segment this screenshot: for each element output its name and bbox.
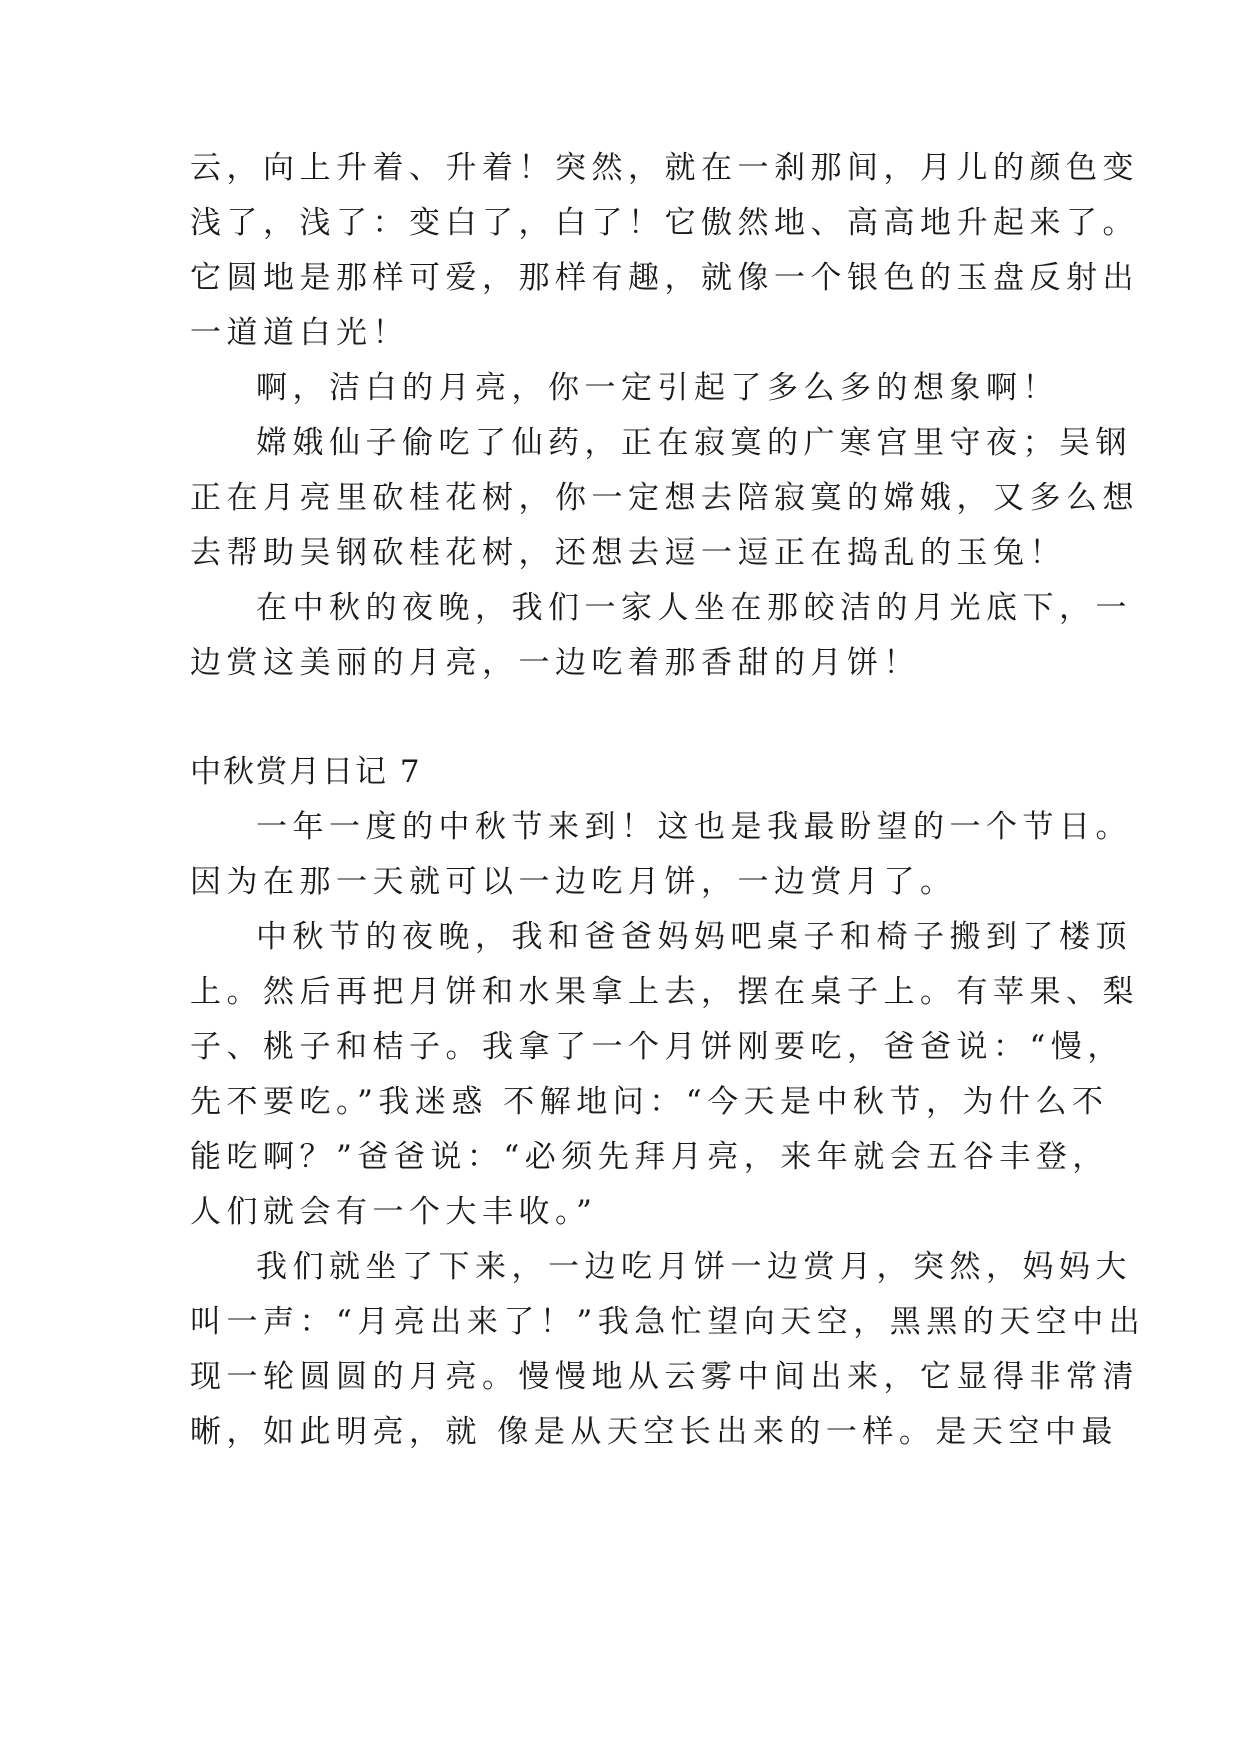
text-line: 因为在那一天就可以一边吃月饼，一边赏月了。 xyxy=(190,864,957,900)
text-line: 嫦娥仙子偷吃了仙药，正在寂寞的广寒宫里守夜；吴钢 xyxy=(256,425,1132,461)
text-line: 人们就会有一个大丰收。” xyxy=(190,1194,598,1230)
section-title: 中秋赏月日记 7 xyxy=(190,754,422,790)
text-line: 上。然后再把月饼和水果拿上去，摆在桌子上。有苹果、梨 xyxy=(190,974,1139,1010)
text-line: 晰，如此明亮，就 像是从天空长出来的一样。是天空中最 xyxy=(190,1414,1118,1450)
text-line: 一道道白光！ xyxy=(190,315,409,351)
text-line: 边赏这美丽的月亮，一边吃着那香甜的月饼！ xyxy=(190,645,920,681)
text-line: 能吃啊？”爸爸说：“必须先拜月亮，来年就会五谷丰登， xyxy=(190,1139,1109,1175)
text-line: 它圆地是那样可爱，那样有趣，就像一个银色的玉盘反射出 xyxy=(190,260,1139,296)
text-line: 叫一声：“月亮出来了！”我急忙望向天空，黑黑的天空中出 xyxy=(190,1304,1146,1340)
text-line: 子、桃子和桔子。我拿了一个月饼刚要吃，爸爸说：“慢， xyxy=(190,1029,1124,1065)
text-line: 先不要吃。”我迷惑 不解地问：“今天是中秋节，为什么不 xyxy=(190,1084,1109,1120)
text-line: 现一轮圆圆的月亮。慢慢地从云雾中间出来，它显得非常清 xyxy=(190,1359,1139,1395)
text-line: 在中秋的夜晚，我们一家人坐在那皎洁的月光底下，一 xyxy=(256,590,1132,626)
text-line: 一年一度的中秋节来到！这也是我最盼望的一个节日。 xyxy=(256,809,1132,845)
text-line: 去帮助吴钢砍桂花树，还想去逗一逗正在捣乱的玉兔！ xyxy=(190,535,1066,571)
text-line: 啊，洁白的月亮，你一定引起了多么多的想象啊！ xyxy=(256,370,1059,406)
text-line: 正在月亮里砍桂花树，你一定想去陪寂寞的嫦娥，又多么想 xyxy=(190,480,1139,516)
text-line: 中秋节的夜晚，我和爸爸妈妈吧桌子和椅子搬到了楼顶 xyxy=(256,919,1132,955)
text-line: 我们就坐了下来，一边吃月饼一边赏月，突然，妈妈大 xyxy=(256,1249,1132,1285)
text-line: 浅了，浅了：变白了，白了！它傲然地、高高地升起来了。 xyxy=(190,205,1139,241)
text-line: 云，向上升着、升着！突然，就在一刹那间，月儿的颜色变 xyxy=(190,150,1139,186)
